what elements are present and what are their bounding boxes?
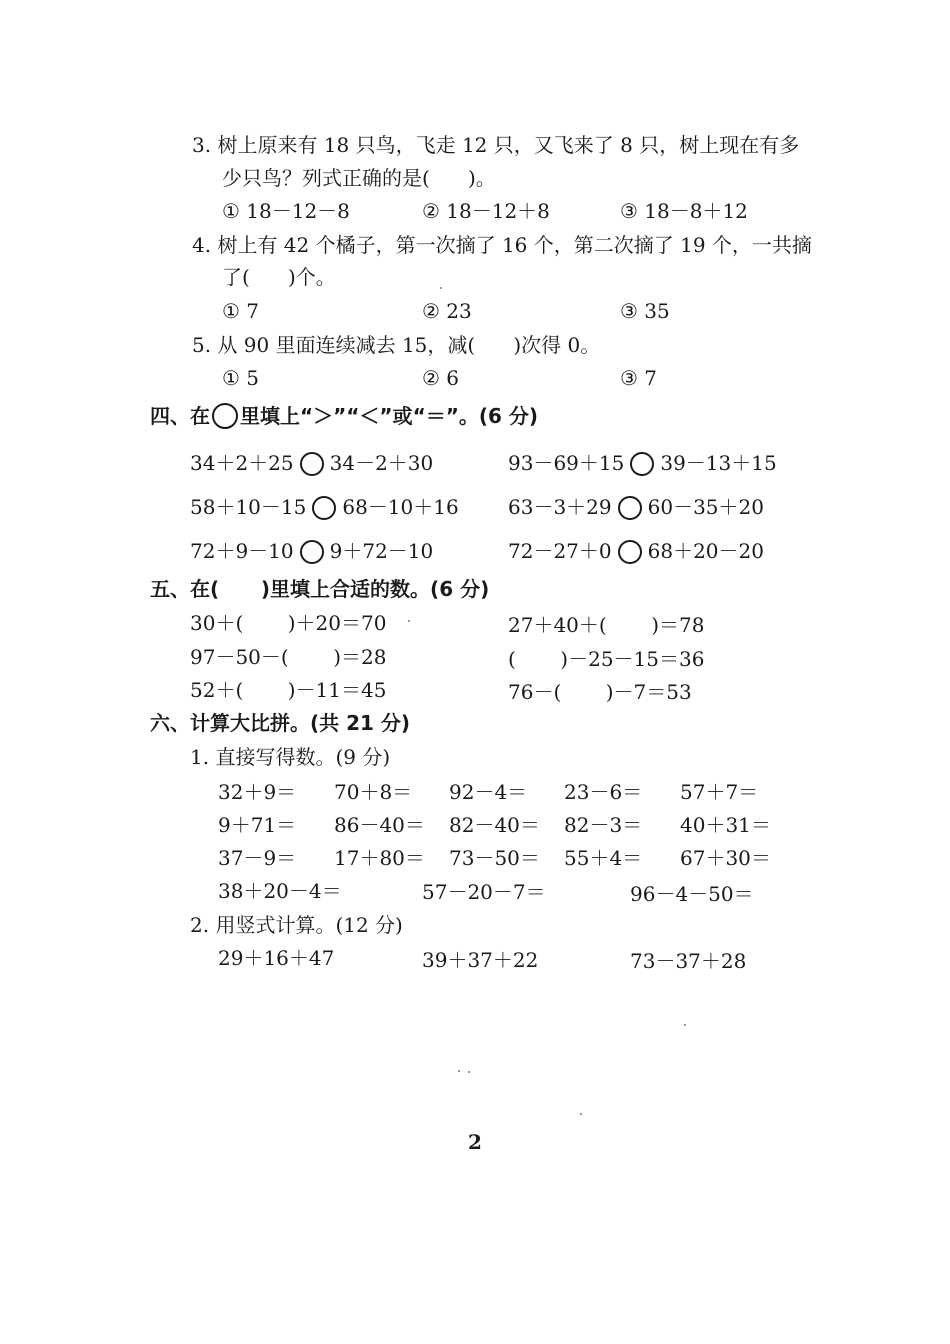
fill-item-4: ( )－25－15＝36 [508,647,705,671]
q3-line2: 少只鸟？列式正确的是( )。 [222,166,496,190]
answer-circle[interactable] [312,496,336,520]
calc-3-2: 17＋80＝ [334,846,425,870]
compare-row-3-right [508,538,764,564]
q4-option-1: ① 7 [222,299,260,323]
q3-line1: 3. 树上原来有 18 只鸟，飞走 12 只，又飞来了 8 只，树上现在有多 [192,133,800,157]
compare-row-3-left [190,538,433,564]
fill-item-3: 97－50－( )＝28 [190,645,387,669]
compare-expr: 39－13＋15 [660,451,777,475]
circle-icon [212,403,238,429]
compare-expr: 63－3＋29 [508,495,612,519]
compare-expr: 34＋2＋25 [190,451,294,475]
fill-item-2: 27＋40＋( )＝78 [508,613,705,637]
q3-option-1: ① 18－12－8 [222,199,350,223]
q3-option-2: ② 18－12＋8 [422,199,550,223]
section6-sub1: 1. 直接写得数。(9 分) [190,745,391,769]
section5-title: 五、在( )里填上合适的数。(6 分) [150,577,490,601]
calc-1-2: 70＋8＝ [334,780,413,804]
q4-option-3: ③ 35 [620,299,670,323]
calc-2-5: 40＋31＝ [680,813,771,837]
compare-expr: 58＋10－15 [190,495,307,519]
fill-item-5: 52＋( )－11＝45 [190,678,387,702]
q5-option-3: ③ 7 [620,366,658,390]
calc-4-2: 57－20－7＝ [422,880,546,904]
answer-circle[interactable] [300,452,324,476]
calc-2-2: 86－40＝ [334,813,425,837]
scan-speck [440,287,442,289]
fill-item-1: 30＋( )＋20＝70 [190,611,387,635]
fill-item-6: 76－( )－7＝53 [508,680,692,704]
compare-expr: 72＋9－10 [190,539,294,563]
page-number: 2 [468,1130,482,1154]
calc-3-1: 37－9＝ [218,846,297,870]
compare-expr: 72－27＋0 [508,539,612,563]
q5-option-2: ② 6 [422,366,460,390]
calc-3-5: 67＋30＝ [680,846,771,870]
calc-1-3: 92－4＝ [449,780,528,804]
calc-2-3: 82－40＝ [449,813,540,837]
scan-speck [468,1071,470,1073]
scan-speck [458,1070,460,1072]
q4-line1: 4. 树上有 42 个橘子，第一次摘了 16 个，第二次摘了 19 个，一共摘 [192,233,812,257]
answer-circle[interactable] [300,540,324,564]
calc-1-1: 32＋9＝ [218,780,297,804]
scan-speck [580,1113,582,1115]
answer-circle[interactable] [618,496,642,520]
section4-title [150,403,538,429]
answer-circle[interactable] [618,540,642,564]
compare-expr: 9＋72－10 [329,539,434,563]
compare-expr: 93－69＋15 [508,451,625,475]
compare-expr: 34－2＋30 [329,451,434,475]
compare-row-2-right [508,494,764,520]
q5-line1: 5. 从 90 里面连续减去 15，减( )次得 0。 [192,333,601,357]
answer-circle[interactable] [630,452,654,476]
q5-option-1: ① 5 [222,366,260,390]
calc-4-1: 38＋20－4＝ [218,879,342,903]
scan-speck [684,1024,686,1026]
compare-row-1-left [190,450,433,476]
vertical-calc-3: 73－37＋28 [630,949,747,973]
vertical-calc-1: 29＋16＋47 [218,946,335,970]
compare-expr: 68＋20－20 [647,539,764,563]
vertical-calc-2: 39＋37＋22 [422,948,539,972]
compare-row-1-right [508,450,777,476]
scan-speck [408,620,410,622]
compare-row-2-left [190,494,459,520]
section4-title-post: 里填上“＞”“＜”或“＝”。(6 分) [240,404,539,428]
calc-2-4: 82－3＝ [564,813,643,837]
q4-line2: 了( )个。 [222,265,336,289]
q3-option-3: ③ 18－8＋12 [620,199,748,223]
calc-2-1: 9＋71＝ [218,813,297,837]
section4-title-pre: 四、在 [150,404,210,428]
calc-3-3: 73－50＝ [449,846,540,870]
q4-option-2: ② 23 [422,299,472,323]
calc-1-5: 57＋7＝ [680,780,759,804]
calc-3-4: 55＋4＝ [564,846,643,870]
calc-4-3: 96－4－50＝ [630,882,754,906]
section6-title: 六、计算大比拼。(共 21 分) [150,711,411,735]
section6-sub2: 2. 用竖式计算。(12 分) [190,913,403,937]
calc-1-4: 23－6＝ [564,780,643,804]
compare-expr: 68－10＋16 [342,495,459,519]
compare-expr: 60－35＋20 [647,495,764,519]
